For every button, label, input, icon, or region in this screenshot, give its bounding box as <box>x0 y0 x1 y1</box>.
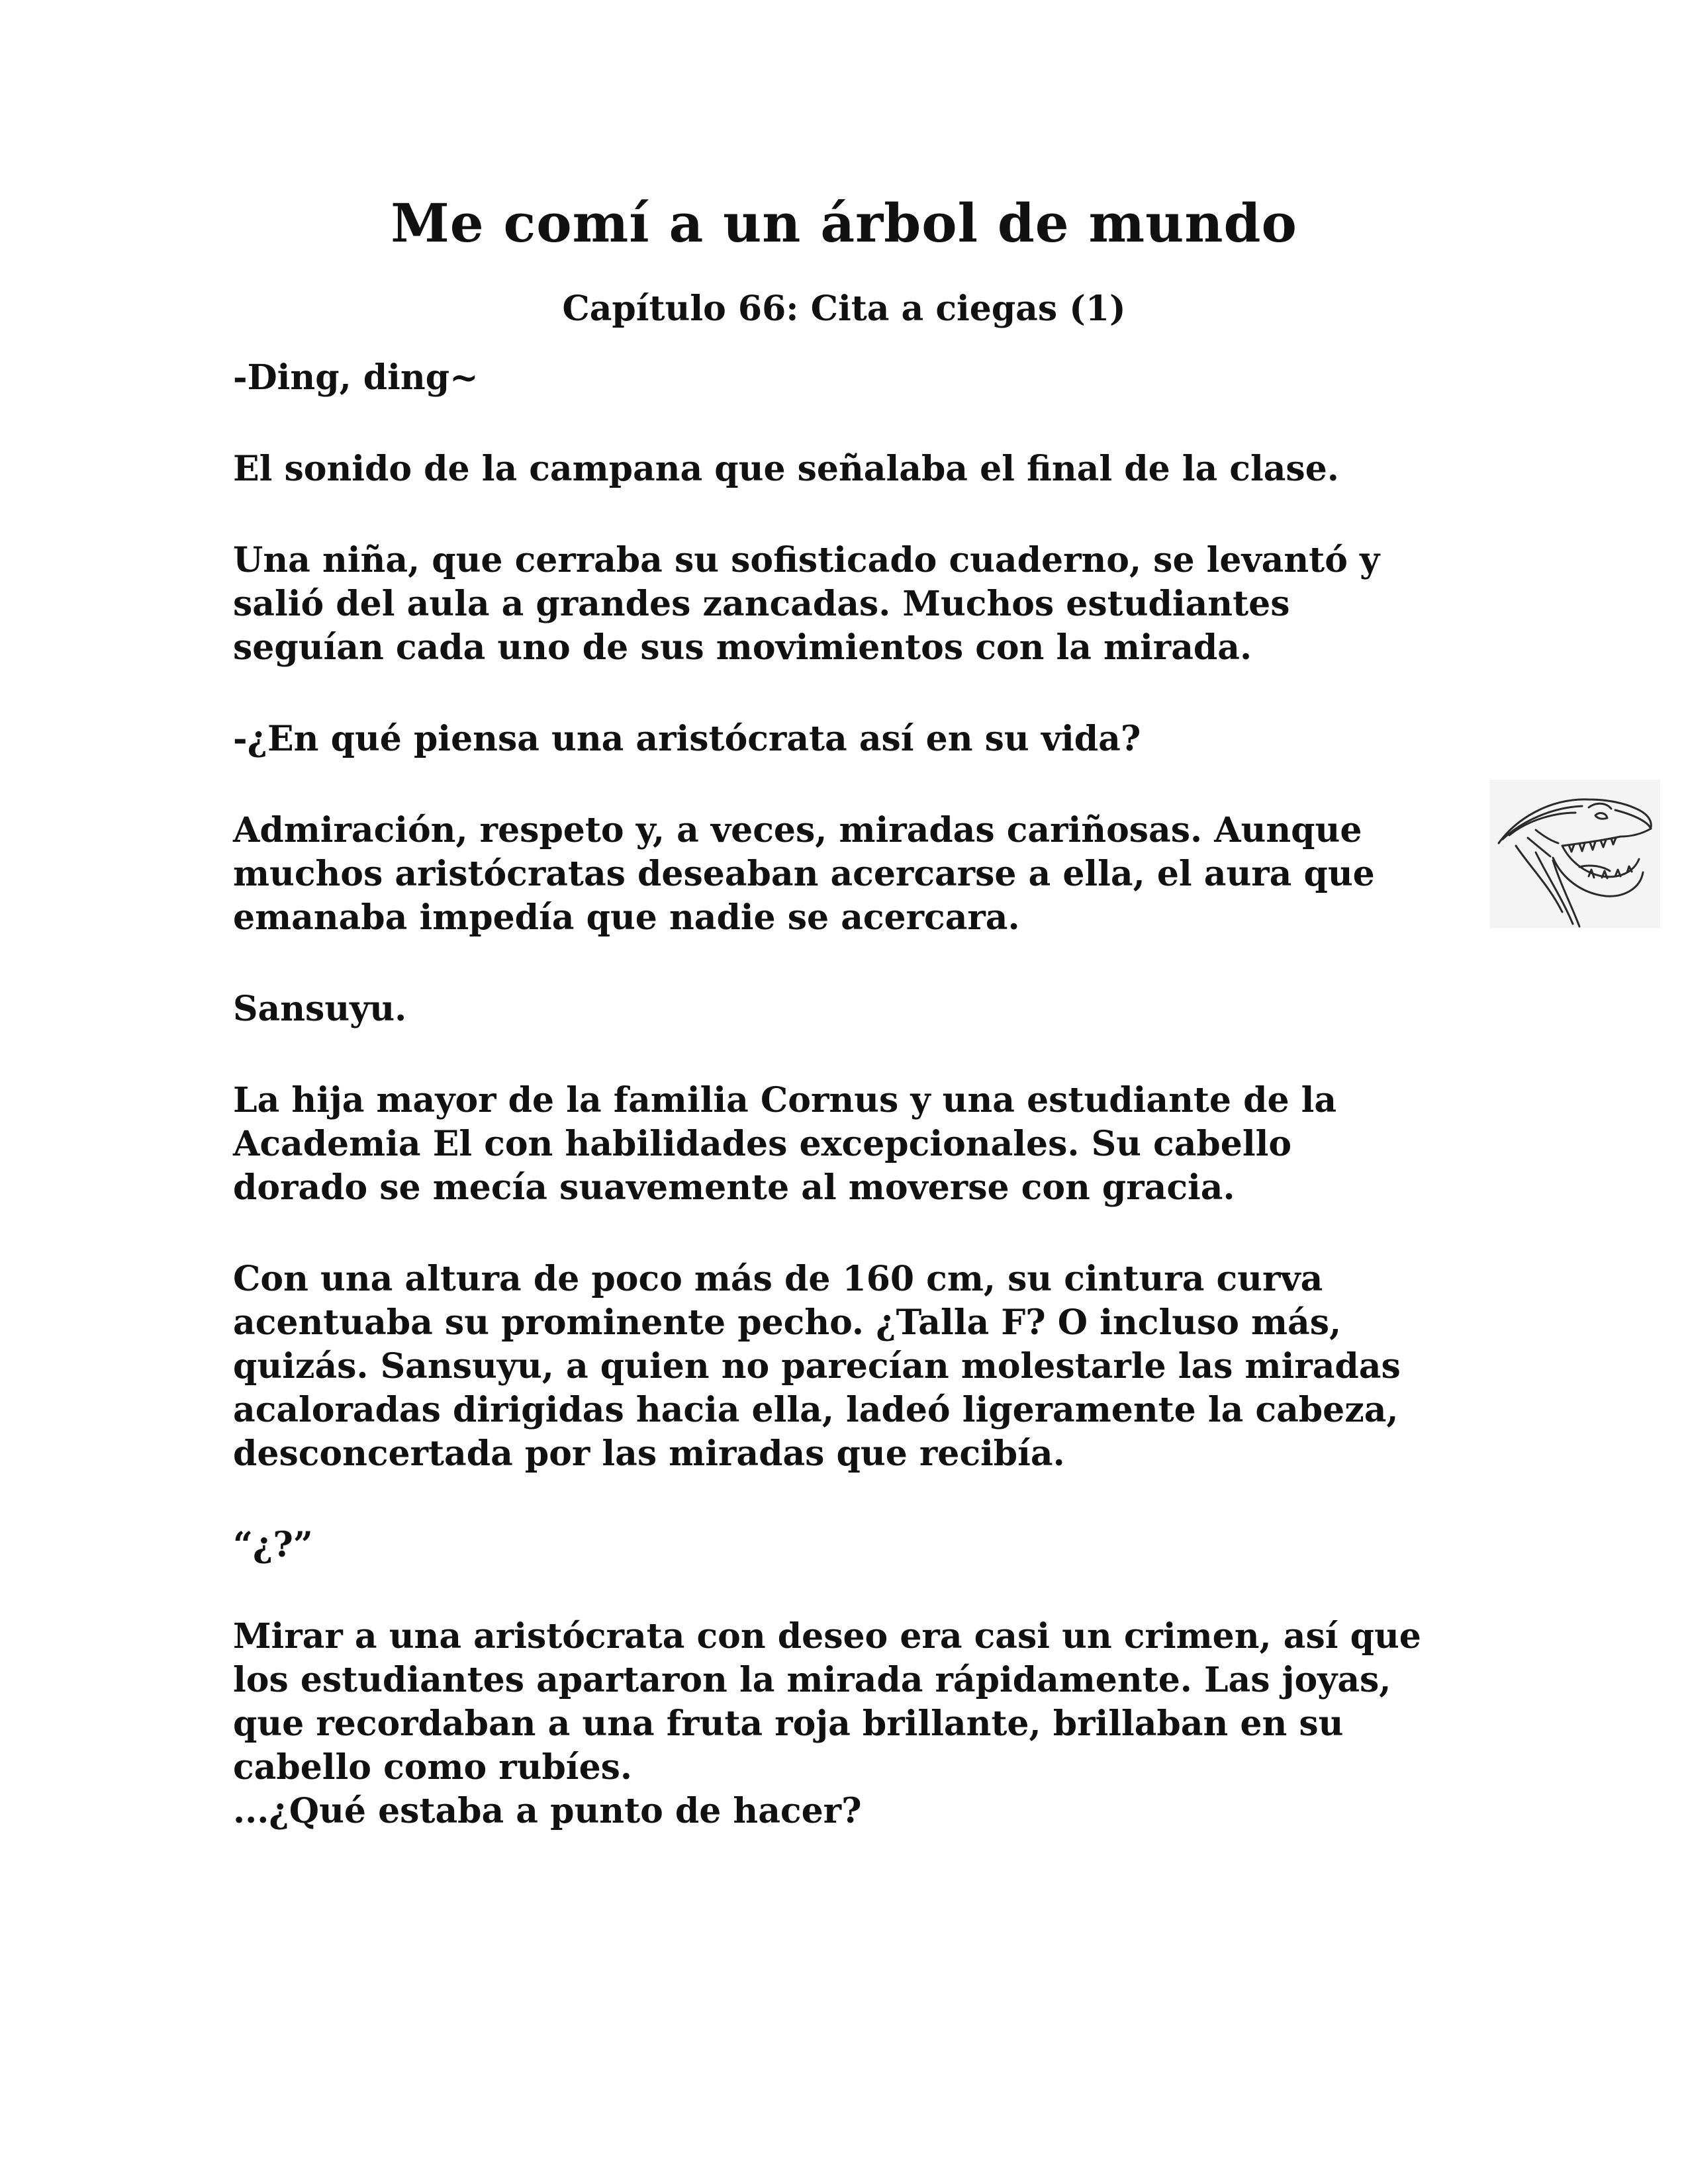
paragraph <box>233 1615 1464 1790</box>
text-line: desconcertada por las miradas que recibía. <box>233 1433 1065 1474</box>
paragraph <box>233 1524 1464 1567</box>
chapter-title: Capítulo 66: Cita a ciegas (1) <box>562 289 1126 329</box>
text-line: los estudiantes apartaron la mirada rápidamente. Las joyas, <box>233 1660 1391 1700</box>
text-line: que recordaban a una fruta roja brillante, brillaban en su <box>233 1704 1344 1744</box>
paragraph <box>233 356 1464 400</box>
text-line: Una niña, que cerraba su sofisticado cuaderno, se levantó y <box>233 540 1380 580</box>
text-line: emanaba impedía que nadie se acercara. <box>233 897 1020 938</box>
paragraph <box>233 987 1464 1031</box>
paragraph <box>233 447 1464 491</box>
text-line: seguían cada uno de sus movimientos con la mirada. <box>233 627 1252 668</box>
text-line: Admiración, respeto y, a veces, miradas cariñosas. Aunque <box>233 810 1362 850</box>
text-line: salió del aula a grandes zancadas. Muchos estudiantes <box>233 584 1290 624</box>
paragraph <box>233 539 1464 670</box>
text-line: -¿En qué piensa una aristócrata así en su vida? <box>233 719 1141 759</box>
text-line: dorado se mecía suavemente al moverse con gracia. <box>233 1167 1235 1208</box>
text-line: acentuaba su prominente pecho. ¿Talla F? O incluso más, <box>233 1302 1342 1343</box>
dinosaur-head-icon <box>1489 780 1660 928</box>
text-line: El sonido de la campana que señalaba el final de la clase. <box>233 449 1339 489</box>
text-line: La hija mayor de la familia Cornus y una estudiante de la <box>233 1080 1337 1120</box>
paragraph <box>233 809 1464 940</box>
paragraph <box>233 1079 1464 1210</box>
text-line: ...¿Qué estaba a punto de hacer? <box>233 1791 862 1831</box>
text-line: quizás. Sansuyu, a quien no parecían molestarle las miradas <box>233 1346 1401 1387</box>
text-line: Academia El con habilidades excepcionales. Su cabello <box>233 1124 1292 1164</box>
paragraph <box>233 1790 1464 1833</box>
document-title: Me comí a un árbol de mundo <box>391 192 1297 254</box>
text-line: Sansuyu. <box>233 989 407 1029</box>
text-line: “¿?” <box>233 1525 313 1565</box>
text-line: acaloradas dirigidas hacia ella, ladeó ligeramente la cabeza, <box>233 1390 1399 1430</box>
document-body <box>233 356 1464 1881</box>
text-line: Mirar a una aristócrata con deseo era casi un crimen, así que <box>233 1616 1421 1657</box>
paragraph <box>233 717 1464 761</box>
text-line: Con una altura de poco más de 160 cm, su cintura curva <box>233 1259 1323 1299</box>
paragraph <box>233 1257 1464 1476</box>
text-line: muchos aristócratas deseaban acercarse a ella, el aura que <box>233 854 1375 894</box>
text-line: cabello como rubíes. <box>233 1747 633 1788</box>
text-line: -Ding, ding~ <box>233 357 479 398</box>
